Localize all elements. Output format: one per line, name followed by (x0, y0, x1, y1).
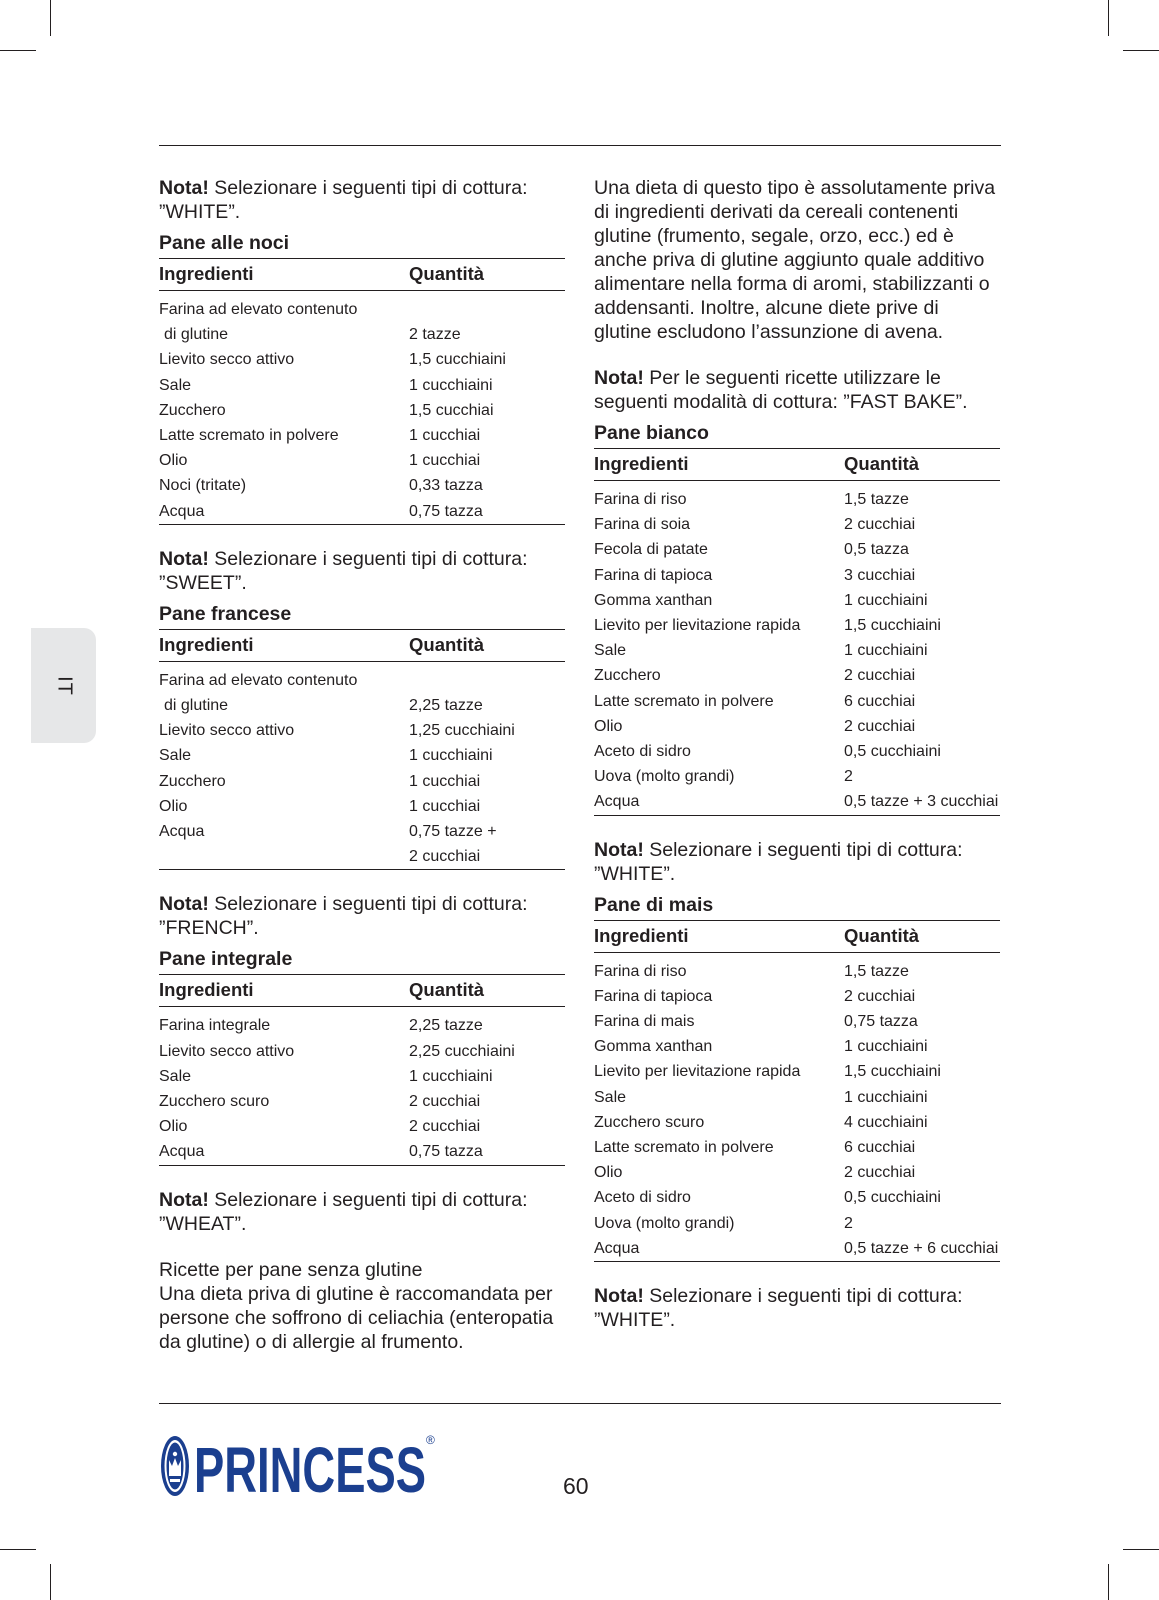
ingredient-cell: di glutine (164, 326, 229, 344)
quantity-cell: 0,75 tazze + (409, 823, 497, 841)
quantity-cell: 1,5 tazze (844, 962, 909, 980)
quantity-cell: 1 cucchiai (409, 797, 481, 815)
recipe-table (594, 920, 1000, 1262)
ingredient-cell: Zucchero (594, 667, 661, 685)
note: Nota! Selezionare i seguenti tipi di cottura: ”WHITE”. (594, 838, 963, 885)
table-row (159, 473, 565, 498)
quantity-cell: 1,25 cucchiaini (409, 722, 515, 740)
recipe-table (159, 258, 565, 525)
gluten-free-paragraph: Una dieta priva di glutine è raccomandata per persone che soffrono di celiachia (enteropatia da glutine) o di allergie al frumento. (159, 1282, 554, 1353)
table-row (594, 1236, 1000, 1262)
quantity-cell: 3 cucchiai (844, 566, 916, 584)
ingredient-cell: Acqua (594, 793, 640, 811)
crop-mark (1108, 0, 1109, 36)
quantity-cell: 2 tazze (409, 326, 461, 344)
table-header-row (594, 920, 1000, 952)
table-header-row (159, 629, 565, 661)
note: Nota! Selezionare i seguenti tipi di cottura: ”FRENCH”. (159, 893, 528, 940)
table-row (159, 844, 565, 870)
brand-wordmark: PRINCESS (194, 1434, 426, 1500)
right-column (594, 176, 1000, 1332)
table-header-row (594, 449, 1000, 481)
column-header: Ingredienti (159, 975, 409, 1007)
table-row (594, 1211, 1000, 1236)
table-row (594, 512, 1000, 537)
note: Nota! Selezionare i seguenti tipi di cottura: ”WHITE”. (159, 177, 528, 223)
table-row (594, 588, 1000, 613)
table-row (159, 322, 565, 347)
table-row (594, 714, 1000, 739)
table-row (594, 984, 1000, 1009)
crop-mark (0, 1549, 36, 1550)
table-row (594, 1135, 1000, 1160)
table-row (159, 1064, 565, 1089)
table-row (594, 1059, 1000, 1084)
ingredient-cell: Farina di riso (594, 962, 687, 980)
ingredient-cell: Farina di mais (594, 1013, 695, 1031)
ingredient-cell: Lievito secco attivo (159, 722, 295, 740)
recipe-title: Pane bianco (594, 422, 709, 444)
quantity-cell: 0,33 tazza (409, 477, 483, 495)
quantity-cell: 2,25 tazze (409, 697, 483, 715)
note: Nota! Selezionare i seguenti tipi di cottura: ”WHITE”. (594, 1285, 963, 1332)
ingredient-cell: Acqua (159, 502, 205, 520)
ingredient-cell: Uova (molto grandi) (594, 1214, 735, 1232)
quantity-cell: 1,5 cucchiaini (844, 617, 941, 635)
quantity-cell: 2,25 cucchiaini (409, 1042, 515, 1060)
table-row (159, 769, 565, 794)
recipe-title: Pane alle noci (159, 232, 290, 254)
table-row (594, 613, 1000, 638)
ingredient-cell: Olio (159, 1118, 188, 1136)
ingredient-cell: Olio (594, 1164, 623, 1182)
quantity-cell: 2 cucchiai (844, 516, 916, 534)
table-header-row (159, 259, 565, 291)
note: Nota! Per le seguenti ricette utilizzare le seguenti modalità di cottura: ”FAST BAKE”. (594, 367, 968, 413)
crop-mark (1123, 50, 1159, 51)
quantity-cell: 0,5 tazza (844, 541, 909, 559)
recipe-title: Pane francese (159, 602, 292, 625)
quantity-cell: 2 cucchiai (844, 667, 916, 685)
quantity-cell: 1 cucchiaini (844, 1038, 928, 1056)
table-row (159, 718, 565, 743)
quantity-cell: 1 cucchiaini (409, 376, 493, 394)
quantity-cell: 0,5 cucchiaini (844, 743, 941, 761)
quantity-cell: 2 cucchiai (844, 987, 916, 1005)
table-row (159, 448, 565, 473)
column-header: Ingredienti (159, 629, 409, 661)
ingredient-cell: Olio (159, 452, 188, 470)
registered-mark: ® (426, 1433, 435, 1447)
ingredient-cell: Olio (594, 717, 623, 735)
table-row (159, 819, 565, 844)
ingredient-cell: Sale (159, 376, 192, 394)
table-row (159, 743, 565, 768)
quantity-cell: 2,25 tazze (409, 1017, 483, 1035)
quantity-cell: 2 cucchiai (409, 848, 481, 866)
table-row (594, 563, 1000, 588)
quantity-cell: 1 cucchiaini (844, 642, 928, 660)
ingredient-cell: Farina di tapioca (594, 566, 713, 584)
note: Nota! Selezionare i seguenti tipi di cottura: ”SWEET”. (159, 547, 528, 594)
column-header: Ingredienti (594, 449, 844, 481)
quantity-cell: 0,75 tazza (409, 1143, 483, 1161)
ingredient-cell: Latte scremato in polvere (159, 427, 339, 445)
quantity-cell: 2 cucchiai (844, 1164, 916, 1182)
quantity-cell (409, 291, 565, 323)
language-tab-label: IT (53, 675, 75, 696)
quantity-cell: 1,5 cucchiaini (844, 1063, 941, 1081)
recipe-table (159, 974, 565, 1165)
table-row (159, 373, 565, 398)
table-row (594, 1160, 1000, 1185)
column-header: Quantità (409, 975, 565, 1007)
crop-mark (0, 50, 36, 51)
quantity-cell: 1,5 tazze (844, 491, 909, 508)
ingredient-cell: Zucchero scuro (159, 1093, 270, 1111)
ingredient-cell: Zucchero (159, 401, 226, 419)
ingredient-cell: Aceto di sidro (594, 1189, 691, 1207)
ingredient-cell: Sale (159, 1067, 192, 1085)
ingredient-cell: Latte scremato in polvere (594, 1139, 774, 1157)
ingredient-cell: Olio (159, 797, 188, 815)
quantity-cell: 1 cucchiaini (844, 1088, 928, 1106)
bottom-rule (159, 1403, 1001, 1404)
ingredient-cell: Lievito per lievitazione rapida (594, 1063, 801, 1081)
column-header: Ingredienti (594, 920, 844, 952)
quantity-cell: 2 cucchiai (409, 1093, 481, 1111)
recipe-title: Pane integrale (159, 948, 293, 971)
table-row (159, 291, 565, 323)
crop-mark (50, 0, 51, 36)
ingredient-cell (159, 844, 409, 870)
column-header: Quantità (844, 449, 1000, 481)
quantity-cell: 0,5 tazze + 3 cucchiai (844, 793, 999, 811)
quantity-cell: 0,5 tazze + 6 cucchiai (844, 1239, 999, 1257)
ingredient-cell: Acqua (159, 1143, 205, 1161)
top-rule (159, 145, 1001, 146)
column-header: Quantità (409, 629, 565, 661)
recipe-table (159, 629, 565, 871)
quantity-cell: 2 cucchiai (844, 717, 916, 735)
ingredient-cell: Lievito secco attivo (159, 351, 295, 369)
table-row (594, 689, 1000, 714)
note: Nota! Selezionare i seguenti tipi di cottura: ”WHEAT”. (159, 1188, 528, 1235)
quantity-cell (409, 661, 565, 693)
quantity-cell: 1 cucchiaini (409, 747, 493, 765)
table-row (594, 1110, 1000, 1135)
ingredient-cell: Aceto di sidro (594, 743, 691, 761)
intro-paragraph: Una dieta di questo tipo è assolutamente priva di ingredienti derivati da cereali contenenti glutine (frumento, segale, orzo, ecc.) ed è anche priva di glutine aggiunto quale additivo alimentare nella forma di aromi, stabilizzanti o addensanti. Inoltre, alcune diete prive di glutine escludono l’assunzione di avena. (594, 177, 996, 343)
quantity-cell: 1 cucchiai (409, 427, 481, 445)
quantity-cell: 1 cucchiaini (844, 591, 928, 609)
ingredient-cell: Gomma xanthan (594, 591, 713, 609)
table-row (159, 1039, 565, 1064)
quantity-cell: 1,5 cucchiai (409, 401, 494, 419)
quantity-cell: 2 (844, 1214, 853, 1232)
quantity-cell: 1,5 cucchiaini (409, 351, 506, 369)
ingredient-cell: Zucchero (159, 772, 226, 790)
recipe-table (594, 448, 1000, 816)
crop-mark (1123, 1549, 1159, 1550)
ingredient-cell: Fecola di patate (594, 541, 708, 559)
quantity-cell: 4 cucchiaini (844, 1113, 928, 1131)
table-row (159, 661, 565, 693)
language-tab (31, 628, 96, 743)
quantity-cell: 1 cucchiai (409, 452, 481, 470)
ingredient-cell: Sale (159, 747, 192, 765)
table-row (594, 739, 1000, 764)
ingredient-cell: Farina ad elevato contenuto (159, 301, 358, 318)
table-row (594, 1085, 1000, 1110)
table-row (594, 638, 1000, 663)
table-row (594, 952, 1000, 984)
quantity-cell: 0,75 tazza (844, 1013, 918, 1031)
ingredient-cell: Sale (594, 642, 627, 660)
ingredient-cell: Farina di soia (594, 516, 691, 534)
ingredient-cell: Uova (molto grandi) (594, 768, 735, 786)
table-row (594, 537, 1000, 562)
table-row (159, 1007, 565, 1039)
ingredient-cell: Lievito per lievitazione rapida (594, 617, 801, 635)
table-row (159, 1089, 565, 1114)
ingredient-cell: Gomma xanthan (594, 1038, 713, 1056)
table-row (594, 1034, 1000, 1059)
table-row (594, 481, 1000, 513)
princess-logo (158, 1430, 438, 1500)
page-number: 60 (563, 1473, 589, 1499)
ingredient-cell: di glutine (164, 697, 229, 715)
crown-emblem-icon (161, 1436, 189, 1496)
column-header: Quantità (409, 259, 565, 291)
table-row (594, 789, 1000, 815)
column-header: Ingredienti (159, 259, 409, 291)
quantity-cell: 1 cucchiaini (409, 1067, 493, 1085)
table-row (159, 794, 565, 819)
quantity-cell: 0,75 tazza (409, 502, 483, 520)
crop-mark (50, 1564, 51, 1600)
ingredient-cell: Lievito secco attivo (159, 1042, 295, 1060)
quantity-cell: 2 cucchiai (409, 1118, 481, 1136)
recipe-title: Pane di mais (594, 893, 714, 916)
table-header-row (159, 975, 565, 1007)
ingredient-cell: Acqua (159, 823, 205, 841)
table-row (159, 499, 565, 525)
ingredient-cell: Acqua (594, 1239, 640, 1257)
ingredient-cell: Sale (594, 1088, 627, 1106)
crop-mark (1108, 1564, 1109, 1600)
ingredient-cell: Latte scremato in polvere (594, 692, 774, 710)
ingredient-cell: Farina ad elevato contenuto (159, 671, 358, 689)
ingredient-cell: Farina di tapioca (594, 987, 713, 1005)
table-row (159, 693, 565, 718)
left-column (159, 176, 565, 1354)
gluten-free-heading: Ricette per pane senza glutine (159, 1258, 423, 1281)
table-row (594, 663, 1000, 688)
table-row (594, 764, 1000, 789)
column-header: Quantità (844, 920, 1000, 952)
ingredient-cell: Noci (tritate) (159, 477, 247, 495)
table-row (159, 1139, 565, 1165)
table-row (159, 423, 565, 448)
table-row (159, 1114, 565, 1139)
table-row (594, 1185, 1000, 1210)
quantity-cell: 6 cucchiai (844, 692, 916, 710)
quantity-cell: 0,5 cucchiaini (844, 1189, 941, 1207)
table-row (594, 1009, 1000, 1034)
ingredient-cell: Farina di riso (594, 491, 687, 508)
quantity-cell: 2 (844, 768, 853, 786)
ingredient-cell: Zucchero scuro (594, 1113, 705, 1131)
table-row (159, 398, 565, 423)
quantity-cell: 6 cucchiai (844, 1139, 916, 1157)
table-row (159, 347, 565, 372)
ingredient-cell: Farina integrale (159, 1017, 271, 1035)
quantity-cell: 1 cucchiai (409, 772, 481, 790)
